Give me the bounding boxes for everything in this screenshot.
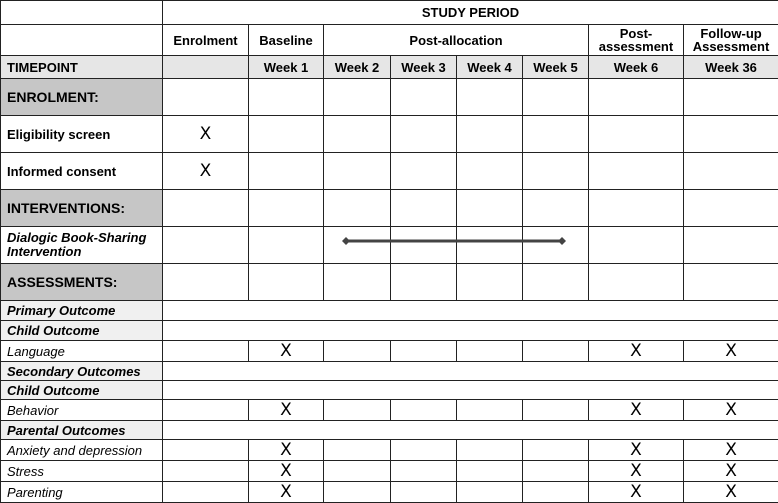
- language-week6-mark: X: [589, 341, 684, 362]
- stress-week36-mark: X: [684, 461, 778, 482]
- week-5: Week 5: [523, 56, 589, 79]
- language-week36-mark: X: [684, 341, 778, 362]
- consent-label: Informed consent: [1, 153, 163, 190]
- week-4: Week 4: [457, 56, 523, 79]
- week-1: Week 1: [249, 56, 324, 79]
- intervention-end-marker: [558, 237, 566, 245]
- follow-up-phase: [684, 25, 778, 56]
- eligibility-mark: X: [163, 116, 249, 153]
- intervention-label-line1: Dialogic Book-Sharing: [7, 231, 156, 245]
- behavior-week6-mark: X: [589, 400, 684, 421]
- child-outcome-label-1: Child Outcome: [1, 321, 163, 341]
- parenting-baseline-mark: X: [249, 482, 324, 503]
- intervention-label-line2: Intervention: [7, 245, 156, 259]
- week-3: Week 3: [391, 56, 457, 79]
- follow-up-line2: Assessment: [690, 40, 772, 53]
- enrolment-section-row: [1, 79, 778, 116]
- behavior-week36-mark: X: [684, 400, 778, 421]
- primary-outcome-label: Primary Outcome: [1, 301, 163, 321]
- interventions-section-row: [1, 190, 778, 227]
- parental-outcomes-label: Parental Outcomes: [1, 421, 163, 440]
- intervention-duration-bar: [342, 236, 566, 246]
- secondary-outcomes-row: [1, 362, 778, 381]
- week-6: Week 6: [589, 56, 684, 79]
- post-assessment-line2: assessment: [595, 40, 677, 53]
- secondary-outcomes-label: Secondary Outcomes: [1, 362, 163, 381]
- anxiety-week6-mark: X: [589, 440, 684, 461]
- eligibility-label: Eligibility screen: [1, 116, 163, 153]
- anxiety-label: Anxiety and depression: [1, 440, 163, 461]
- anxiety-week36-mark: X: [684, 440, 778, 461]
- language-row: [1, 341, 778, 362]
- baseline-phase: Baseline: [249, 25, 324, 56]
- parental-outcomes-row: [1, 421, 778, 440]
- parenting-week6-mark: X: [589, 482, 684, 503]
- phase-row: [1, 25, 778, 56]
- assessments-section-row: [1, 264, 778, 301]
- enrolment-section-label: ENROLMENT:: [1, 79, 163, 116]
- consent-mark: X: [163, 153, 249, 190]
- interventions-section-label: INTERVENTIONS:: [1, 190, 163, 227]
- behavior-row: [1, 400, 778, 421]
- timepoint-enrolment-blank: [163, 56, 249, 79]
- parenting-row: [1, 482, 778, 503]
- timepoint-row: [1, 56, 778, 79]
- language-label: Language: [1, 341, 163, 362]
- stress-row: [1, 461, 778, 482]
- blank-corner: [1, 1, 163, 25]
- post-allocation-phase: Post-allocation: [324, 25, 589, 56]
- language-baseline-mark: X: [249, 341, 324, 362]
- parenting-label: Parenting: [1, 482, 163, 503]
- intervention-label: [1, 227, 163, 264]
- stress-baseline-mark: X: [249, 461, 324, 482]
- anxiety-baseline-mark: X: [249, 440, 324, 461]
- study-period-row: [1, 1, 778, 25]
- post-assessment-phase: [589, 25, 684, 56]
- behavior-baseline-mark: X: [249, 400, 324, 421]
- enrolment-phase: Enrolment: [163, 25, 249, 56]
- stress-label: Stress: [1, 461, 163, 482]
- child-outcome-row-1: [1, 321, 778, 341]
- behavior-label: Behavior: [1, 400, 163, 421]
- eligibility-row: [1, 116, 778, 153]
- blank-cell: [1, 25, 163, 56]
- child-outcome-label-2: Child Outcome: [1, 381, 163, 400]
- primary-outcome-row: [1, 301, 778, 321]
- child-outcome-row-2: [1, 381, 778, 400]
- study-period-heading: STUDY PERIOD: [163, 1, 778, 25]
- timepoint-label: TIMEPOINT: [1, 56, 163, 79]
- intervention-start-marker: [342, 237, 350, 245]
- parenting-week36-mark: X: [684, 482, 778, 503]
- week-36: Week 36: [684, 56, 778, 79]
- post-assessment-line1: Post-: [595, 27, 677, 40]
- consent-row: [1, 153, 778, 190]
- stress-week6-mark: X: [589, 461, 684, 482]
- anxiety-row: [1, 440, 778, 461]
- week-2: Week 2: [324, 56, 391, 79]
- follow-up-line1: Follow-up: [690, 27, 772, 40]
- assessments-section-label: ASSESSMENTS:: [1, 264, 163, 301]
